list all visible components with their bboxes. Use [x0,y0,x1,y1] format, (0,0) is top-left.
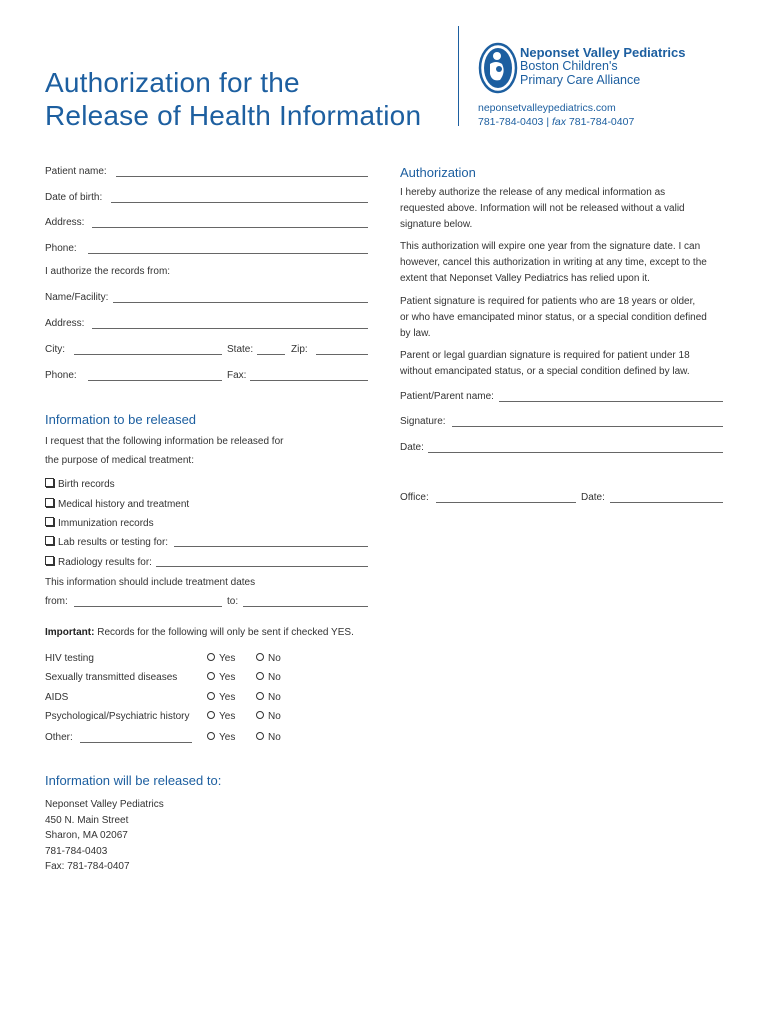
org-phone: 781-784-0403 [478,116,544,128]
para-line: signature below. [400,219,473,230]
para-line: Patient signature is required for patients who are 18 years or older, [400,296,696,307]
to-label: to: [227,596,239,607]
city-label: City: [45,344,65,355]
radio-hiv-yes[interactable] [207,653,235,664]
radio-icon[interactable] [207,653,215,661]
info-released-intro [45,434,283,469]
radio-icon[interactable] [256,672,264,680]
parent-name-label: Patient/Parent name: [400,391,494,402]
org-sep: | [546,116,550,128]
lab-results-field[interactable] [174,546,368,547]
para-line: I hereby authorize the release of any medical information as [400,187,666,198]
office-field[interactable] [436,502,576,503]
radio-icon[interactable] [207,692,215,700]
radio-icon[interactable] [207,672,215,680]
radio-icon[interactable] [256,692,264,700]
important-bold: Important: [45,627,95,638]
checkbox-lab-results[interactable] [45,536,168,548]
released-to-line: 781-784-0403 [45,845,108,857]
to-date-field[interactable] [243,606,368,607]
zip-field[interactable] [316,354,368,355]
radio-label: Yes [219,732,236,743]
parent-name-field[interactable] [499,401,723,402]
office-date-label: Date: [581,492,605,503]
authorization-para-1 [400,185,730,233]
checkbox-label: Birth records [58,479,115,490]
radio-icon[interactable] [207,711,215,719]
checkbox-icon[interactable] [45,498,54,507]
released-to-line: Neponset Valley Pediatrics [45,799,164,810]
info-released-intro-2: the purpose of medical treatment: [45,455,194,466]
checkbox-radiology[interactable] [45,556,152,568]
checkbox-label: Immunization records [58,518,154,529]
para-line: requested above. Information will not be released without a valid [400,203,685,214]
authorization-para-2 [400,239,730,287]
org-name: Neponset Valley Pediatrics [520,45,686,60]
radio-label: No [268,732,281,743]
checkbox-medical-history[interactable] [45,498,189,510]
radio-psych-no[interactable] [256,711,281,722]
org-sub-2: Primary Care Alliance [520,73,641,87]
radio-label: No [268,672,281,683]
dob-label: Date of birth: [45,192,103,203]
sensitive-row-hiv: HIV testing [45,653,94,664]
info-released-heading: Information to be released [45,412,197,427]
facility-fax-label: Fax: [227,370,247,381]
other-field[interactable] [80,742,192,743]
org-sub-1: Boston Children's [520,59,618,73]
state-label: State: [227,344,254,355]
facility-address-field[interactable] [92,328,368,329]
org-contact [478,101,634,129]
released-to-address [45,797,164,875]
patient-phone-field[interactable] [88,253,368,254]
zip-label: Zip: [291,344,308,355]
facility-phone-field[interactable] [88,380,222,381]
facility-field[interactable] [113,302,368,303]
info-released-intro-1: I request that the following information be released for [45,436,284,447]
from-label: from: [45,596,68,607]
facility-phone-label: Phone: [45,370,77,381]
checkbox-icon[interactable] [45,556,54,565]
radio-other-yes[interactable] [207,732,235,743]
radio-label: Yes [219,653,236,664]
released-to-line: Fax: 781-784-0407 [45,861,130,872]
org-affiliation [520,59,640,87]
checkbox-label: Radiology results for: [58,557,152,568]
para-line: without emancipated status, or a special condition defined by law. [400,366,690,377]
sensitive-row-aids: AIDS [45,692,69,703]
radio-std-no[interactable] [256,672,281,683]
pediatrics-logo-icon [478,42,518,94]
radio-label: Yes [219,672,236,683]
signature-field[interactable] [452,426,723,427]
radio-label: Yes [219,711,236,722]
header-divider [458,26,459,126]
para-line: however, cancel this authorization in writing at any time, except to the [400,257,707,268]
released-to-heading: Information will be released to: [45,773,222,788]
dates-note: This information should include treatment dates [45,577,256,588]
patient-phone-label: Phone: [45,243,77,254]
signature-label: Signature: [400,416,446,427]
radio-psych-yes[interactable] [207,711,235,722]
patient-name-label: Patient name: [45,166,107,177]
para-line: Parent or legal guardian signature is required for patient under 18 [400,350,690,361]
important-text: Records for the following will only be sent if checked YES. [97,627,354,638]
checkbox-label: Medical history and treatment [58,499,190,510]
authorization-heading: Authorization [400,165,476,180]
radio-icon[interactable] [256,732,264,740]
patient-address-field[interactable] [92,227,368,228]
page-title [45,66,421,132]
radio-icon[interactable] [207,732,215,740]
office-label: Office: [400,492,429,503]
org-phone-fax [478,115,634,129]
checkbox-label: Lab results or testing for: [58,537,169,548]
patient-address-label: Address: [45,217,85,228]
facility-address-label: Address: [45,318,85,329]
radio-std-yes[interactable] [207,672,235,683]
radio-icon[interactable] [256,711,264,719]
radio-icon[interactable] [256,653,264,661]
checkbox-icon[interactable] [45,517,54,526]
records-from-intro: I authorize the records from: [45,266,171,277]
authorization-para-3 [400,294,730,342]
sensitive-row-std: Sexually transmitted diseases [45,672,178,683]
radio-label: No [268,711,281,722]
office-date-field[interactable] [610,502,723,503]
sign-date-label: Date: [400,442,424,453]
sign-date-field[interactable] [428,452,723,453]
dob-field[interactable] [111,202,368,203]
radio-other-no[interactable] [256,732,281,743]
radio-label: No [268,653,281,664]
page-title-line-1: Authorization for the [45,67,300,98]
patient-name-field[interactable] [116,176,368,177]
para-line: extent that Neponset Valley Pediatrics has relied upon it. [400,273,650,284]
city-field[interactable] [74,354,222,355]
radio-label: No [268,692,281,703]
sensitive-row-other: Other: [45,732,73,743]
org-fax-label: fax [551,116,566,128]
facility-fax-field[interactable] [250,380,368,381]
radiology-field[interactable] [156,566,368,567]
sensitive-row-psych: Psychological/Psychiatric history [45,711,190,722]
radio-label: Yes [219,692,236,703]
authorization-para-4 [400,348,730,380]
checkbox-immunization[interactable] [45,517,154,529]
checkbox-birth-records[interactable] [45,478,115,490]
checkbox-icon[interactable] [45,478,54,487]
radio-hiv-no[interactable] [256,653,281,664]
checkbox-icon[interactable] [45,536,54,545]
from-date-field[interactable] [74,606,222,607]
org-fax: 781-784-0407 [568,116,635,128]
para-line: This authorization will expire one year from the signature date. I can [400,241,701,252]
important-note [45,627,354,638]
radio-aids-no[interactable] [256,692,281,703]
page-title-line-2: Release of Health Information [45,100,422,131]
released-to-line: Sharon, MA 02067 [45,830,128,841]
facility-label: Name/Facility: [45,292,109,303]
released-to-line: 450 N. Main Street [45,814,129,826]
para-line: or who have emancipated minor status, or a special condition defined [400,312,707,323]
radio-aids-yes[interactable] [207,692,235,703]
para-line: by law. [400,328,431,339]
state-field[interactable] [257,354,285,355]
org-website[interactable]: neponsetvalleypediatrics.com [478,102,616,114]
